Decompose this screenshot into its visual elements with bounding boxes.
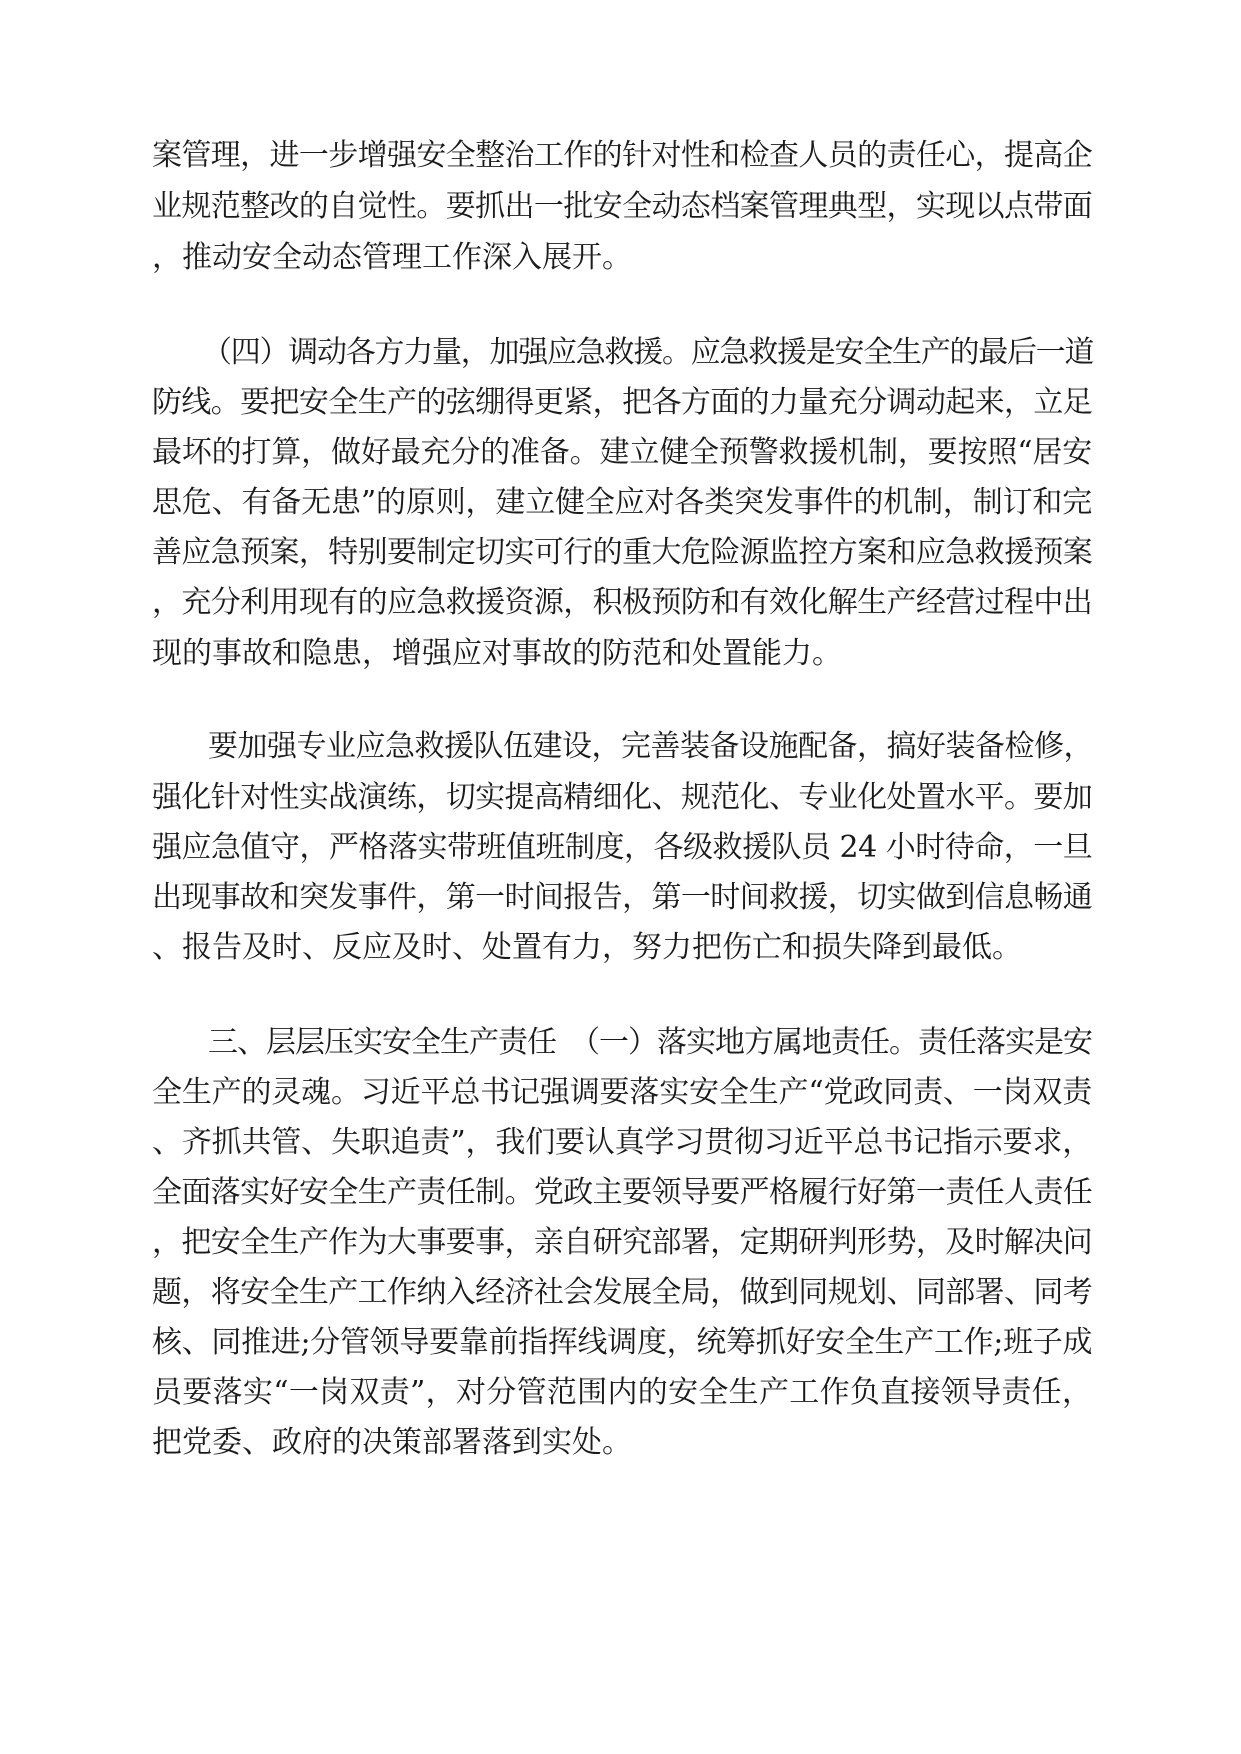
paragraph-line: 强应急值守，严格落实带班值班制度，各级救援队员 24 小时待命，一旦 (152, 830, 1093, 865)
paragraph-line: ，把安全生产作为大事要事，亲自研究部署，定期研判形势，及时解决问 (152, 1225, 1092, 1260)
paragraph-line: ，推动安全动态管理工作深入展开。 (152, 240, 632, 275)
paragraph-line: 出现事故和突发事件，第一时间报告，第一时间救援，切实做到信息畅通 (152, 880, 1092, 915)
paragraph-line: 三、层层压实安全生产责任 （一）落实地方属地责任。责任落实是安 (208, 1025, 1092, 1060)
paragraph-line: 员要落实“一岗双责”，对分管范围内的安全生产工作负直接领导责任， (152, 1375, 1092, 1410)
paragraph-line: 善应急预案，特别要制定切实可行的重大危险源监控方案和应急救援预案 (152, 535, 1092, 570)
paragraph-line: 全面落实好安全生产责任制。党政主要领导要严格履行好第一责任人责任 (152, 1175, 1092, 1210)
paragraph-line: 现的事故和隐患，增强应对事故的防范和处置能力。 (152, 636, 842, 671)
paragraph-line: 强化针对性实战演练，切实提高精细化、规范化、专业化处置水平。要加 (152, 780, 1092, 815)
paragraph-line: 思危、有备无患”的原则，建立健全应对各类突发事件的机制，制订和完 (152, 485, 1092, 520)
paragraph-line: 要加强专业应急救援队伍建设，完善装备设施配备，搞好装备检修， (208, 729, 1093, 764)
paragraph-line: 核、同推进;分管领导要靠前指挥线调度，统筹抓好安全生产工作;班子成 (152, 1325, 1092, 1360)
paragraph-line: 最坏的打算，做好最充分的准备。建立健全预警救援机制，要按照“居安 (152, 435, 1092, 470)
paragraph-line: 案管理，进一步增强安全整治工作的针对性和检查人员的责任心，提高企 (152, 138, 1092, 173)
paragraph-line: （四）调动各方力量，加强应急救援。应急救援是安全生产的最后一道 (202, 335, 1094, 370)
paragraph-line: 、齐抓共管、失职追责”，我们要认真学习贯彻习近平总书记指示要求， (152, 1125, 1092, 1160)
paragraph-line: 防线。要把安全生产的弦绷得更紧，把各方面的力量充分调动起来，立足 (152, 385, 1092, 420)
paragraph-line: ，充分利用现有的应急救援资源，积极预防和有效化解生产经营过程中出 (152, 585, 1092, 620)
paragraph-line: 题，将安全生产工作纳入经济社会发展全局，做到同规划、同部署、同考 (152, 1275, 1092, 1310)
paragraph-line: 业规范整改的自觉性。要抓出一批安全动态档案管理典型，实现以点带面 (152, 189, 1092, 224)
paragraph-line: 全生产的灵魂。习近平总书记强调要落实安全生产“党政同责、一岗双责 (152, 1075, 1092, 1110)
paragraph-line: 把党委、政府的决策部署落到实处。 (152, 1425, 632, 1460)
paragraph-line: 、报告及时、反应及时、处置有力，努力把伤亡和损失降到最低。 (152, 930, 1022, 965)
